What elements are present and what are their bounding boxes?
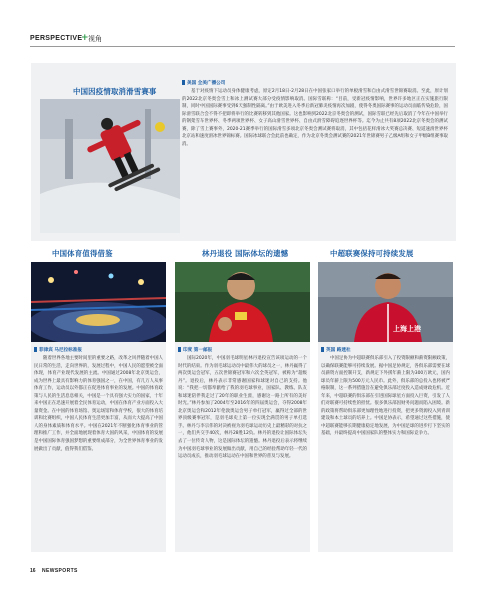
- ski-photo: [40, 99, 180, 233]
- football-photo: [318, 262, 453, 342]
- byline-marker-icon: [178, 347, 181, 352]
- byline-marker-icon: [182, 80, 185, 85]
- column-1-byline: 菲律宾 马尼拉标准报: [34, 347, 82, 353]
- section-title-cn: 视角: [88, 35, 102, 43]
- player-illustration: [175, 262, 310, 342]
- top-story-byline-text: 美国 全美广播公司: [187, 81, 226, 86]
- column-2-body: 国际2020年，中国羽毛球明星林丹退役宣告该项运动的一个时代的结束。作为羽毛球运动员中最伟大的球员之一，林丹赢得了两次奥运会冠军，五次世锦赛冠军和六次全英冠军，被称为“超级丹”。退役后，林丹表示非常感谢国家和球迷对自己的支持。他说：“我把一切都奉献给了我的羽毛球事业，国家队、教练、队友和球迷陪伴我走过了20年的职业生涯，感谢这一路上所有的美好时光。”林丹参加了2004年至2016年的四届奥运会，夺得2008年北京奥运会和2012年伦敦奥运会男子单打冠军，赢得过全部的世界顶级赛事冠军，是羽毛球史上第一位实现全满贯的男子单打选手。林丹与李宗伟的对决被视为羽毛球运动历史上最精彩的对抗之一，他们共交手40次，林丹28胜12负。林丹的退役让国际体坛失去了一位传奇人物，这是国际体坛的遗憾。林丹退役后表示将继续为中国羽毛球事业的发展做出贡献，用自己的经验帮助年轻一代的运动员成长，推动羽毛球运动在中国和世界的普及与发展。: [178, 356, 307, 460]
- lin-dan-photo: [175, 262, 310, 342]
- column-1-headline: 中国体育值得借鉴: [52, 249, 113, 258]
- footballer-illustration: [318, 262, 453, 342]
- section-header: [30, 34, 455, 48]
- stadium-photo: [31, 262, 166, 342]
- skier-illustration: [40, 99, 180, 233]
- sponsor-label: 上海上港: [393, 325, 421, 333]
- stadium-illustration: [31, 262, 166, 342]
- top-story-headline: 中国因疫情取消滑雪赛事: [73, 87, 157, 96]
- column-3-headline: 中超联赛保持可持续发展: [330, 249, 414, 258]
- column-2-headline: 林丹退役 国际体坛的遗憾: [202, 249, 289, 258]
- header-rule: [30, 46, 455, 47]
- section-title-en: PERSPECTIVE: [30, 35, 83, 42]
- byline-marker-icon: [321, 347, 324, 352]
- column-2-byline: 印度 第一邮报: [178, 347, 212, 353]
- byline-marker-icon: [34, 347, 37, 352]
- column-3-byline: 英国 路透社: [321, 347, 351, 353]
- top-story-byline: [182, 80, 225, 86]
- page-number: 16: [30, 568, 36, 574]
- column-1-body: 随着世界各地主要时间里的重要之路，改革之风伴随着中国人民日常的生活，走向世界的，发展过程中，中国人民的愿望被全面体现，体育产业现代发展的主流。中国通过2008年北京奥运会，成为世界上最具有影响力的体育强国之一，在中国，有几万人从事体育工作，运动员以外都正在促进体育事业的发展。中国的体育政策与人民的生活息息相关，中国是一个具有强大实力的国家，十年来中国正在迅速开展着全民体育运动，中国在体育产业方面投入大量资金。在中国的体育场馆、奥运场馆和体育学校，很大的体育培训和比赛组织，中国人民体育生活更加丰富，从而大大提高了中国人的身体素质和体育水平。中国在2021年不断强化体育事业的管理和推广工作，并全面地展现着体育大国的风采，中国体育的发展是中国国际体育强国梦想的重要组成部分，为全世界体育事业的发展做出了贡献，值得我们借鉴。: [34, 356, 163, 452]
- top-story-text: 基于对疫情下运动员身体健康考虑，原定2月18日-2月28日在中国张家口举行的单板滑雪和自由式滑雪世锦赛取消。至此，原计划的2022北京冬奥会雪上和冰上测试赛大部分受疫情影响取消。国际雪联称：“目前，受新冠疫情影响，世界许多地区正在实施旅行限制，同时中国国际赛事受到6天强制性隔离。”由于欧美进入冬季后新冠肺炎疫情再次加剧，使得冬奥国际赛事的运动员面临传染危险，国际滑雪联合会不得不把即将举行的比赛转移到其他国家。这也影响到2022北京冬奥会的测试，国际雪联已经先后取消了今年在中国举行的钢架雪车世界杯、冬季两项世界杯、女子高山滑雪世界杯、自由式滑雪障碍追逐世界杯等。迄今为止共有8项2022北京冬奥会的测试赛，除了雪上赛事外，2020-21赛季举行的国际滑雪多项北京冬奥会测试赛将取消，其中包括花样滑冰大奖赛总决赛、短道速滑世界杯北京站和速度滑冰世界锦标赛。国际冰球联合会此前也确定，作为北京冬奥会测试赛的2021年世锦赛男子乙级A组和女子甲级B组赛事取消。: [182, 89, 448, 147]
- page-footer: [30, 568, 78, 574]
- plus-icon: +: [81, 33, 89, 43]
- magazine-name: NEWSPORTS: [41, 568, 78, 574]
- column-3-body: 中国足协为中超联赛俱乐部引入了投资限额和薪资限额政策，以确保联赛能够可持续发展。据中国足协规定，各俱乐部需要在球员薪资方面控制开支，新规定下外援年薪上限为300万欧元，国内球员年薪上限为500万元人民币。此外，俱乐部的总投入也将被严格限制，这一系列措施旨在避免俱乐部过度投入造成财政危机。近年来，中超联赛的俱乐部在引进国际球星方面投入巨资，引发了人们对联赛可持续性的担忧。很多俱乐部因财务问题而陷入困境。新的政策将帮助俱乐部更加理性地进行投资，把更多资源投入到青训建设和本土球员的培养上。中国足协表示，希望通过这些措施，使中超联赛能够长期健康稳定地发展，为中国足球的进步打下坚实的基础，并最终提高中国国家队的整体实力和国际竞争力。: [321, 356, 450, 437]
- top-story-body: [182, 88, 448, 236]
